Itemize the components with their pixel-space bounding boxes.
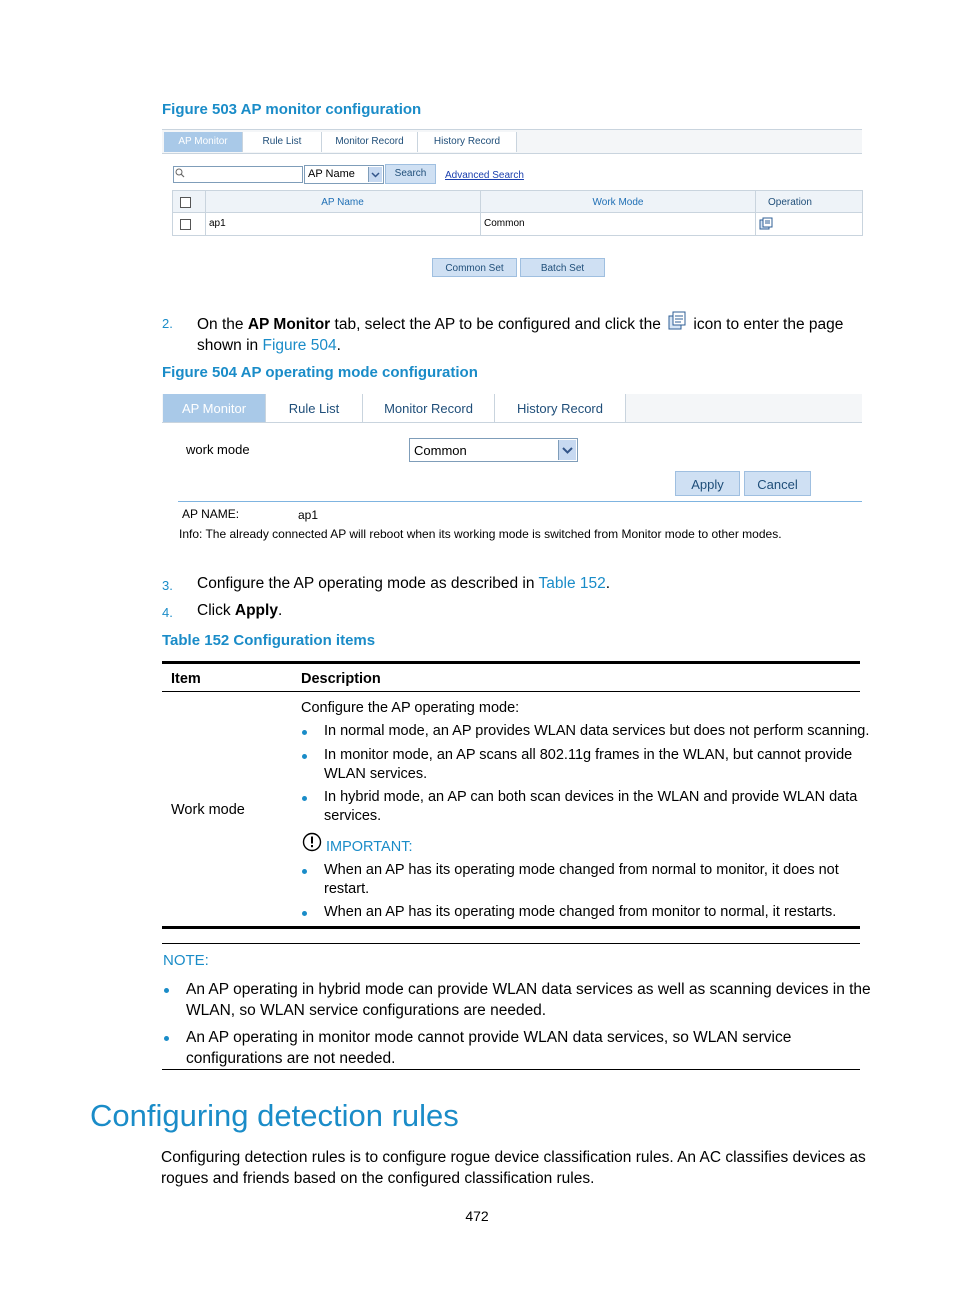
- step-4-text: Click Apply.: [197, 602, 283, 619]
- table-header-rule: [162, 691, 860, 692]
- divider: [178, 501, 862, 502]
- desc-bullet-2-line-1: In monitor mode, an AP scans all 802.11g frames in the WLAN, but cannot provide: [324, 747, 853, 763]
- bullet-icon: [302, 754, 307, 759]
- important-label: IMPORTANT:: [326, 839, 413, 855]
- bullet-icon: [302, 911, 307, 916]
- note-bottom-rule: [162, 1069, 860, 1070]
- chevron-down-icon: [558, 440, 576, 460]
- section-paragraph-line-1: Configuring detection rules is to configure rogue device classification rules. An AC classifies devices as: [161, 1149, 866, 1166]
- important-bullet-1-line-2: restart.: [324, 881, 370, 897]
- apply-button[interactable]: Apply: [675, 471, 740, 496]
- table-item-work-mode: Work mode: [171, 802, 245, 818]
- fig504-tab-ap-monitor[interactable]: AP Monitor: [163, 394, 266, 422]
- select-all-checkbox[interactable]: [180, 197, 191, 208]
- column-header-operation: Operation: [768, 197, 812, 208]
- fig503-tab-rule-list[interactable]: Rule List: [243, 132, 322, 152]
- fig503-tab-history-record[interactable]: History Record: [418, 132, 517, 152]
- table-bottom-rule: [162, 926, 860, 929]
- search-icon: [175, 168, 185, 178]
- figure-504-caption: Figure 504 AP operating mode configuration: [162, 364, 478, 381]
- fig504-tab-history-record[interactable]: History Record: [495, 394, 626, 422]
- ap-name-label: AP NAME:: [182, 507, 240, 521]
- note-bullet-1-line-2: WLAN, so WLAN service configurations are needed.: [186, 1002, 547, 1019]
- step-4-number: 4.: [162, 605, 173, 620]
- info-text: Info: The already connected AP will reboot when its working mode is switched from Monitor mode to other modes.: [179, 527, 782, 541]
- step-3-text: Configure the AP operating mode as described in Table 152.: [197, 575, 611, 592]
- column-header-work-mode[interactable]: Work Mode: [592, 197, 644, 208]
- note-bullet-2-line-2: configurations are not needed.: [186, 1050, 396, 1067]
- important-bullet-1-line-1: When an AP has its operating mode changed from normal to monitor, it does not: [324, 862, 839, 878]
- desc-bullet-3-line-1: In hybrid mode, an AP can both scan devices in the WLAN and provide WLAN data: [324, 789, 858, 805]
- table-desc-intro: Configure the AP operating mode:: [301, 700, 520, 716]
- configure-icon: [667, 311, 687, 331]
- fig504-tab-bar: [162, 394, 862, 423]
- table-header-description: Description: [301, 671, 381, 687]
- bullet-icon: [164, 988, 169, 993]
- page-number: 472: [465, 1208, 489, 1224]
- fig503-tab-monitor-record[interactable]: Monitor Record: [322, 132, 418, 152]
- section-heading: Configuring detection rules: [90, 1098, 459, 1133]
- table-152-caption: Table 152 Configuration items: [162, 632, 376, 649]
- note-label: NOTE:: [163, 952, 209, 969]
- configure-icon[interactable]: [759, 217, 773, 230]
- desc-bullet-3-line-2: services.: [324, 808, 382, 824]
- row-ap-name: ap1: [209, 218, 226, 229]
- table-152-link[interactable]: Table 152: [538, 575, 606, 592]
- fig503-search-button[interactable]: Search: [385, 164, 436, 184]
- fig503-tab-bar: [162, 129, 862, 154]
- work-mode-select[interactable]: Common: [409, 438, 578, 462]
- common-set-button[interactable]: Common Set: [432, 258, 517, 277]
- fig503-ap-table: [172, 190, 863, 236]
- figure-504-link[interactable]: Figure 504: [262, 337, 337, 354]
- fig504-tab-rule-list[interactable]: Rule List: [266, 394, 363, 422]
- step-2-number: 2.: [162, 316, 173, 331]
- step-2-text: On the AP Monitor tab, select the AP to be configured and click the icon to enter the page shown in Figure 504.: [197, 311, 867, 356]
- row-work-mode: Common: [484, 218, 525, 229]
- note-bullet-2-line-1: An AP operating in monitor mode cannot provide WLAN data services, so WLAN service: [186, 1029, 792, 1046]
- note-top-rule: [162, 943, 860, 944]
- fig503-field-select[interactable]: AP Name: [304, 165, 384, 184]
- chevron-down-icon: [368, 167, 382, 182]
- bullet-icon: [302, 869, 307, 874]
- cancel-button[interactable]: Cancel: [744, 471, 811, 496]
- step-3-number: 3.: [162, 578, 173, 593]
- batch-set-button[interactable]: Batch Set: [520, 258, 605, 277]
- column-header-ap-name[interactable]: AP Name: [321, 197, 364, 208]
- bullet-icon: [164, 1036, 169, 1041]
- fig503-advanced-search-link[interactable]: Advanced Search: [445, 170, 524, 181]
- bullet-icon: [302, 796, 307, 801]
- fig504-tab-monitor-record[interactable]: Monitor Record: [363, 394, 495, 422]
- table-header-item: Item: [171, 671, 201, 687]
- desc-bullet-1: In normal mode, an AP provides WLAN data services but does not perform scanning.: [324, 723, 870, 739]
- figure-503-caption: Figure 503 AP monitor configuration: [162, 101, 422, 118]
- important-icon: [302, 832, 322, 852]
- table-top-rule: [162, 661, 860, 664]
- work-mode-label: work mode: [186, 442, 250, 457]
- desc-bullet-2-line-2: WLAN services.: [324, 766, 428, 782]
- ap-name-value: ap1: [298, 508, 319, 522]
- bullet-icon: [302, 730, 307, 735]
- row-checkbox[interactable]: [180, 219, 191, 230]
- note-bullet-1-line-1: An AP operating in hybrid mode can provide WLAN data services as well as scanning devices in the: [186, 981, 871, 998]
- fig503-tab-ap-monitor[interactable]: AP Monitor: [164, 132, 243, 152]
- important-bullet-2: When an AP has its operating mode changed from monitor to normal, it restarts.: [324, 904, 837, 920]
- fig503-search-input[interactable]: [173, 166, 303, 183]
- section-paragraph-line-2: rogues and friends based on the configured classification rules.: [161, 1170, 595, 1187]
